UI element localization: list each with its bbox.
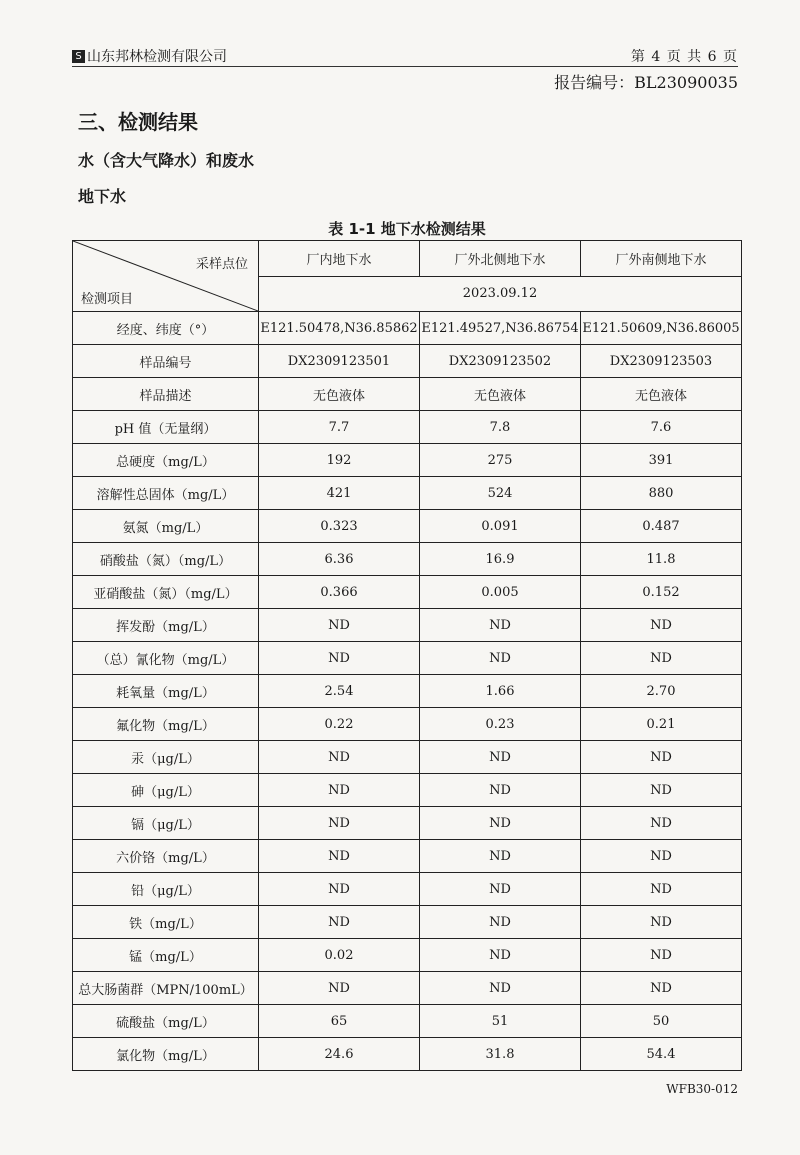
- value-cell: 880: [581, 477, 742, 510]
- value-cell: 0.02: [259, 939, 420, 972]
- value-cell: ND: [420, 642, 581, 675]
- value-cell: ND: [259, 873, 420, 906]
- parameter-cell: pH 值（无量纲）: [73, 411, 259, 444]
- value-cell: 无色液体: [420, 378, 581, 411]
- parameter-cell: 汞（μg/L）: [73, 741, 259, 774]
- value-cell: ND: [259, 609, 420, 642]
- value-cell: 0.23: [420, 708, 581, 741]
- table-row: [73, 345, 742, 378]
- parameter-cell: 挥发酚（mg/L）: [73, 609, 259, 642]
- value-cell: DX2309123503: [581, 345, 742, 378]
- value-cell: ND: [420, 741, 581, 774]
- location-header: 厂外南侧地下水: [581, 241, 742, 277]
- company-label: 山东邦林检测有限公司: [87, 49, 227, 65]
- value-cell: 无色液体: [259, 378, 420, 411]
- value-cell: DX2309123501: [259, 345, 420, 378]
- value-cell: 0.21: [581, 708, 742, 741]
- value-cell: ND: [581, 741, 742, 774]
- parameter-cell: （总）氰化物（mg/L）: [73, 642, 259, 675]
- table-row: [73, 609, 742, 642]
- value-cell: ND: [581, 873, 742, 906]
- sampling-date: 2023.09.12: [259, 276, 742, 312]
- table-row: [73, 378, 742, 411]
- parameter-cell: 硝酸盐（氮）（mg/L）: [73, 543, 259, 576]
- value-cell: 7.7: [259, 411, 420, 444]
- value-cell: 391: [581, 444, 742, 477]
- sub-subtitle: 地下水: [78, 187, 127, 206]
- value-cell: 524: [420, 477, 581, 510]
- value-cell: 31.8: [420, 1038, 581, 1071]
- table-row: [73, 840, 742, 873]
- value-cell: 0.005: [420, 576, 581, 609]
- value-cell: 2.70: [581, 675, 742, 708]
- value-cell: ND: [581, 939, 742, 972]
- value-cell: ND: [420, 906, 581, 939]
- table-header-row: [73, 241, 742, 277]
- value-cell: 421: [259, 477, 420, 510]
- table-row: [73, 807, 742, 840]
- parameter-cell: 样品编号: [73, 345, 259, 378]
- value-cell: ND: [581, 840, 742, 873]
- value-cell: 7.8: [420, 411, 581, 444]
- company-logo-icon: S: [72, 50, 85, 63]
- value-cell: 6.36: [259, 543, 420, 576]
- value-cell: ND: [259, 840, 420, 873]
- report-number: 报告编号：BL23090035: [554, 73, 738, 92]
- parameter-cell: 锰（mg/L）: [73, 939, 259, 972]
- results-table: [72, 240, 742, 1071]
- parameter-cell: 总硬度（mg/L）: [73, 444, 259, 477]
- parameter-cell: 铅（μg/L）: [73, 873, 259, 906]
- value-cell: ND: [259, 741, 420, 774]
- value-cell: ND: [420, 972, 581, 1005]
- parameter-cell: 氟化物（mg/L）: [73, 708, 259, 741]
- table-row: [73, 543, 742, 576]
- parameter-cell: 耗氧量（mg/L）: [73, 675, 259, 708]
- value-cell: 11.8: [581, 543, 742, 576]
- value-cell: ND: [420, 873, 581, 906]
- value-cell: 24.6: [259, 1038, 420, 1071]
- value-cell: 275: [420, 444, 581, 477]
- parameter-cell: 铁（mg/L）: [73, 906, 259, 939]
- value-cell: 0.323: [259, 510, 420, 543]
- value-cell: DX2309123502: [420, 345, 581, 378]
- value-cell: ND: [581, 609, 742, 642]
- table-row: [73, 1005, 742, 1038]
- value-cell: ND: [259, 774, 420, 807]
- value-cell: ND: [420, 807, 581, 840]
- value-cell: ND: [581, 807, 742, 840]
- location-header: 厂外北侧地下水: [420, 241, 581, 277]
- table-row: [73, 312, 742, 345]
- page-header: [72, 44, 738, 67]
- value-cell: ND: [581, 642, 742, 675]
- value-cell: 51: [420, 1005, 581, 1038]
- value-cell: ND: [259, 906, 420, 939]
- value-cell: ND: [420, 774, 581, 807]
- value-cell: E121.50609,N36.86005: [581, 312, 742, 345]
- value-cell: ND: [581, 774, 742, 807]
- table-row: [73, 444, 742, 477]
- table-row: [73, 642, 742, 675]
- value-cell: E121.50478,N36.85862: [259, 312, 420, 345]
- parameter-cell: 六价铬（mg/L）: [73, 840, 259, 873]
- value-cell: 7.6: [581, 411, 742, 444]
- value-cell: ND: [259, 807, 420, 840]
- value-cell: 0.22: [259, 708, 420, 741]
- parameter-cell: 硫酸盐（mg/L）: [73, 1005, 259, 1038]
- parameter-cell: 氨氮（mg/L）: [73, 510, 259, 543]
- table-row: [73, 1038, 742, 1071]
- form-code: WFB30-012: [666, 1082, 738, 1096]
- value-cell: ND: [259, 642, 420, 675]
- value-cell: 无色液体: [581, 378, 742, 411]
- value-cell: ND: [420, 939, 581, 972]
- value-cell: ND: [420, 609, 581, 642]
- value-cell: 192: [259, 444, 420, 477]
- table-row: [73, 939, 742, 972]
- table-row: [73, 708, 742, 741]
- parameter-cell: 砷（μg/L）: [73, 774, 259, 807]
- value-cell: E121.49527,N36.86754: [420, 312, 581, 345]
- value-cell: 54.4: [581, 1038, 742, 1071]
- value-cell: ND: [420, 840, 581, 873]
- value-cell: 2.54: [259, 675, 420, 708]
- parameter-cell: 样品描述: [73, 378, 259, 411]
- table-row: [73, 411, 742, 444]
- table-row: [73, 510, 742, 543]
- table-row: [73, 675, 742, 708]
- value-cell: ND: [581, 972, 742, 1005]
- parameter-cell: 亚硝酸盐（氮）（mg/L）: [73, 576, 259, 609]
- value-cell: 0.366: [259, 576, 420, 609]
- table-row: [73, 873, 742, 906]
- table-row: [73, 477, 742, 510]
- table-caption: 表 1-1 地下水检测结果: [328, 220, 486, 238]
- page-info: 第 4 页 共 6 页: [630, 49, 738, 65]
- parameter-cell: 氯化物（mg/L）: [73, 1038, 259, 1071]
- table-row: [73, 576, 742, 609]
- value-cell: ND: [581, 906, 742, 939]
- table-row: [73, 774, 742, 807]
- value-cell: 50: [581, 1005, 742, 1038]
- value-cell: 0.152: [581, 576, 742, 609]
- company-name: [72, 46, 227, 66]
- location-header: 厂内地下水: [259, 241, 420, 277]
- value-cell: 0.487: [581, 510, 742, 543]
- value-cell: 1.66: [420, 675, 581, 708]
- value-cell: ND: [259, 972, 420, 1005]
- value-cell: 65: [259, 1005, 420, 1038]
- parameter-cell: 溶解性总固体（mg/L）: [73, 477, 259, 510]
- table-row: [73, 906, 742, 939]
- table-row: [73, 741, 742, 774]
- section-title: 三、检测结果: [78, 110, 198, 134]
- parameter-cell: 总大肠菌群（MPN/100mL）: [73, 972, 259, 1005]
- value-cell: 16.9: [420, 543, 581, 576]
- corner-bottom-label: 检测项目: [81, 292, 134, 307]
- table-row: [73, 972, 742, 1005]
- corner-top-label: 采样点位: [195, 257, 248, 272]
- corner-cell: [73, 241, 259, 312]
- parameter-cell: 镉（μg/L）: [73, 807, 259, 840]
- subtitle: 水（含大气降水）和废水: [78, 151, 255, 170]
- value-cell: 0.091: [420, 510, 581, 543]
- parameter-cell: 经度、纬度（°）: [73, 312, 259, 345]
